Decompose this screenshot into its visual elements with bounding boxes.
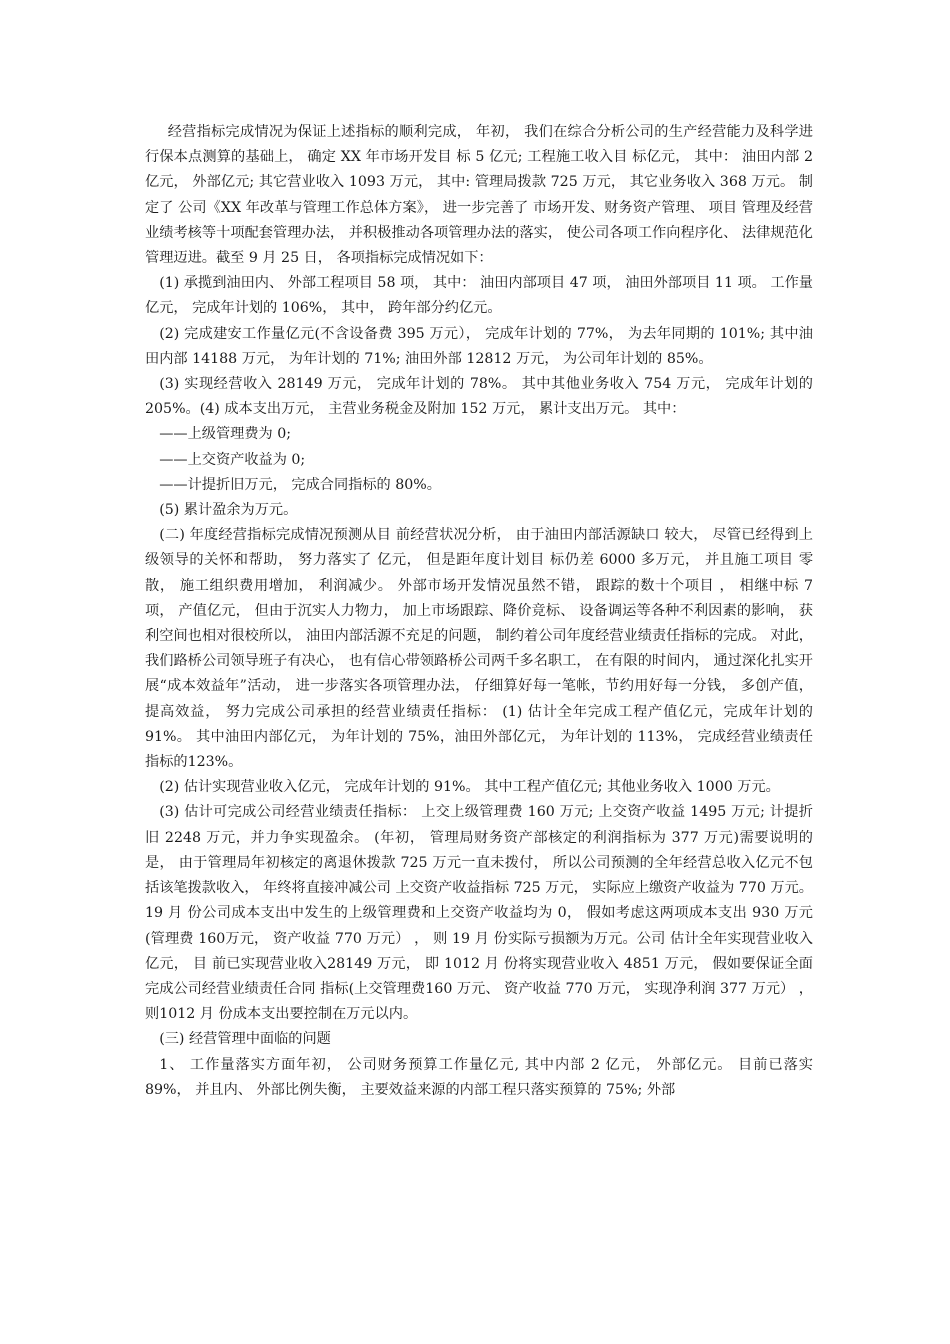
paragraph-item-5: (5) 累计盈余为万元。 [159,502,298,519]
paragraph-item-3: (3) 实现经营收入 28149 万元， 完成年计划的 78%。 其中其他业务收入 754 万元， 完成年计划的 205%。(4) 成本支出万元， 主营业务税金及附加 152 万元， 累计支出万元。 其中： [145,376,813,418]
paragraph-item-1: (1) 承揽到油田内、 外部工程项目 58 项， 其中： 油田内部项目 47 项， 油田外部项目 11 项。 工作量亿元， 完成年计划的 106%， 其中， 跨年部分约亿元。 [145,275,813,317]
document-body [145,120,813,1103]
paragraph-dash-1: ——上级管理费为 0; [159,426,292,443]
paragraph-section-3-heading: (三) 经营管理中面临的问题 [159,1031,331,1048]
paragraph-forecast-3: (3) 估计可完成公司经营业绩责任指标： 上交上级管理费 160 万元; 上交资产收益 1495 万元; 计提折旧 2248 万元，并力争实现盈余。 (年初， 管理局财务资产部核定的利润指标为 377 万元)需要说明的是， 由于管理局年初核定的离退休拨款 725 万元一直未拨付， 所以公司预测的全年经营总收入亿元不包括该笔拨款收入， 年终将直接冲减公司 上交资产收益指标 725 万元， 实际应上缴资产收益为 770 万元。19 月 份公司成本支出中发生的上级管理费和上交资产收益均为 0， 假如考虑这两项成本支出 930 万元(管理费 160万元， 资产收益 770 万元） ， 则 19 月 份实际亏损额为万元。公司 估计全年实现营业收入亿元， 目 前已实现营业收入28149 万元， 即 1012 月 份将实现营业收入 4851 万元， 假如要保证全面完成公司经营业绩责任合同 指标(上交管理费160 万元、 资产收益 770 万元， 实现净利润 377 万元） ， 则1012 月 份成本支出要控制在万元以内。 [145,804,813,1023]
paragraph-dash-3: ——计提折旧万元， 完成合同指标的 80%。 [159,476,441,493]
paragraph-issue-1: 1、 工作量落实方面年初， 公司财务预算工作量亿元, 其中内部 2 亿元， 外部亿元。 目前已落实 89%， 并且内、 外部比例失衡， 主要效益来源的内部工程只落实预算的 75%; 外部 [145,1056,813,1098]
paragraph-item-2: (2) 完成建安工作量亿元(不含设备费 395 万元）， 完成年计划的 77%， 为去年同期的 101%; 其中油田内部 14188 万元， 为年计划的 71%; 油田外部 12812 万元， 为公司年计划的 85%。 [145,325,813,367]
paragraph-forecast-2: (2) 估计实现营业收入亿元， 完成年计划的 91%。 其中工程产值亿元; 其他业务收入 1000 万元。 [159,779,780,796]
paragraph-intro: 经营指标完成情况为保证上述指标的顺利完成， 年初， 我们在综合分析公司的生产经营能力及科学进行保本点测算的基础上， 确定 XX 年市场开发目 标 5 亿元; 工程施工收入目 标亿元， 其中： 油田内部 2 亿元， 外部亿元; 其它营业收入 1093 万元， 其中: 管理局拨款 725 万元， 其它业务收入 368 万元。 制定了 公司《XX 年改革与管理工作总体方案》， 进一步完善了 市场开发、财务资产管理、 项目 管理及经营业绩考核等十项配套管理办法， 并积极推动各项管理办法的落实， 使公司各项工作向程序化、 法律规范化管理迈进。截至 9 月 25 日， 各项指标完成情况如下： [145,124,813,267]
paragraph-section-2: (二) 年度经营指标完成情况预测从目 前经营状况分析， 由于油田内部活源缺口 较大， 尽管已经得到上级领导的关怀和帮助， 努力落实了 亿元， 但是距年度计划目 标仍差 6000 多万元， 并且施工项目 零散， 施工组织费用增加， 利润减少。 外部市场开发情况虽然不错， 跟踪的数十个项目 ， 相继中标 7 项， 产值亿元， 但由于沉实人力物力， 加上市场跟踪、降价竞标、 设备调运等各种不利因素的影响， 获利空间也相对很校所以， 油田内部活源不充足的问题， 制约着公司年度经营业绩责任指标的完成。 对此，我们路桥公司领导班子有决心， 也有信心带领路桥公司两千多名职工， 在有限的时间内， 通过深化扎实开展“成本效益年”活动， 进一步落实各项管理办法， 仔细算好每一笔帐，节约用好每一分钱， 多创产值， 提高效益， 努力完成公司承担的经营业绩责任指标： (1) 估计全年完成工程产值亿元，完成年计划的 91%。 其中油田内部亿元， 为年计划的 75%，油田外部亿元， 为年计划的 113%， 完成经营业绩责任指标的123%。 [145,527,814,771]
paragraph-dash-2: ——上交资产收益为 0; [159,451,306,468]
